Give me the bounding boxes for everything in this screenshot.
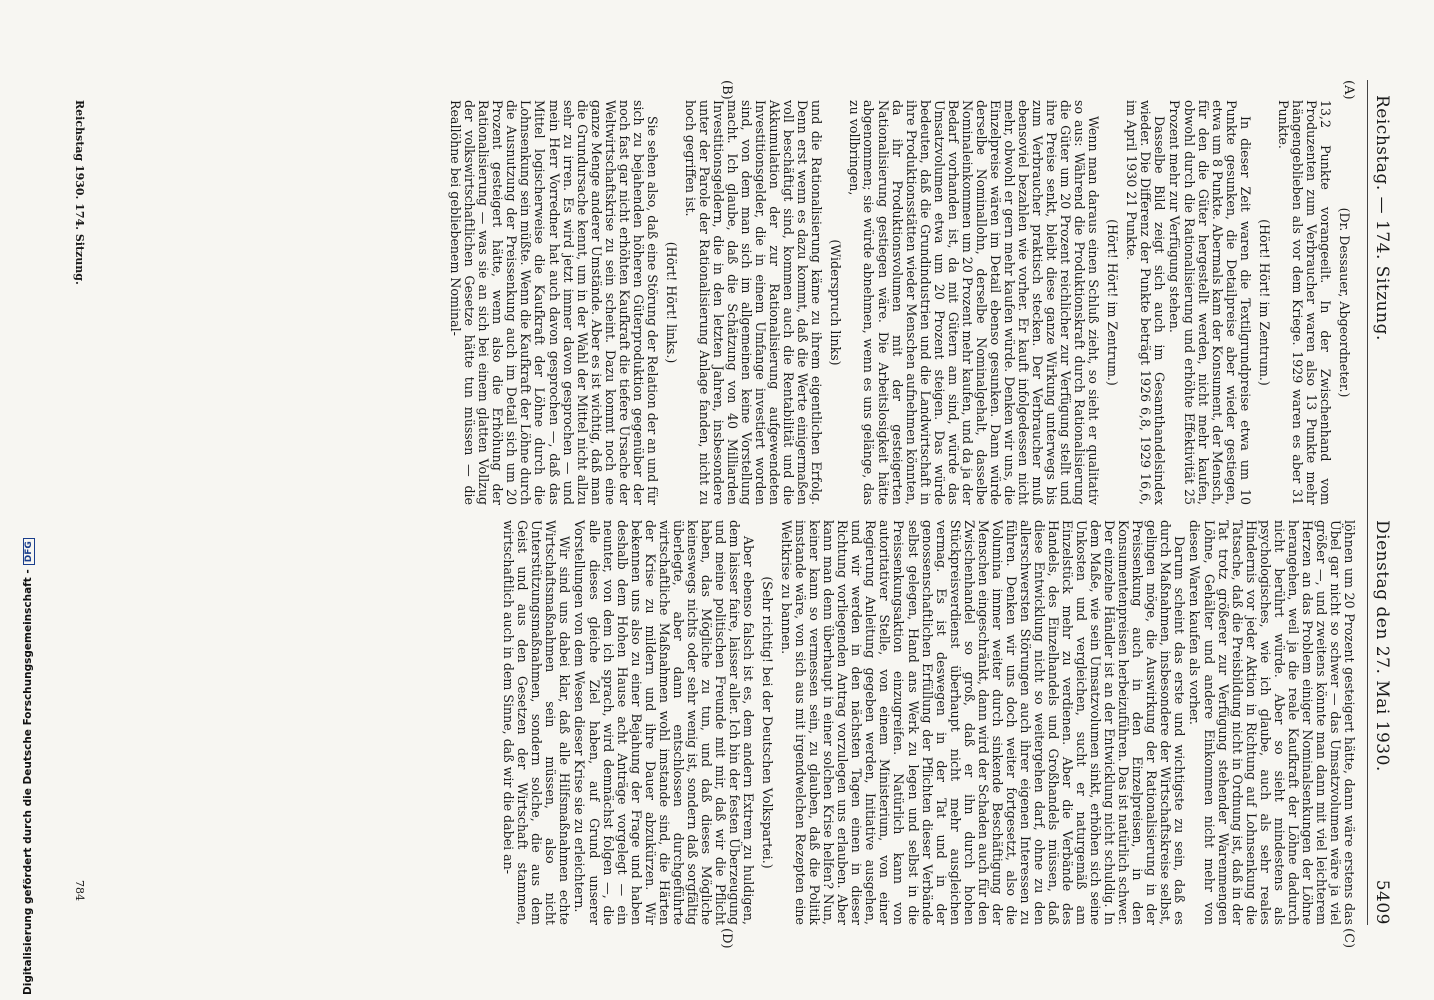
paragraph: Darum scheint das erste und wichtigste zu sein, daß es durch Maßnahmen, insbesondere der Wirtschaftskreise selbst, gelingen möge, die Auswirkung der Rationalisierung in der Preissenkung auch in den Einzelpreisen, in den Konsumentenpreisen herbeizuführen. Das ist natürlich schwer. Der einzelne Händler ist an der Entwicklung nicht schuldig. In dem Maße, wie sein Umsatzvolumen sinkt, erhöhen sich seine Unkosten und vergleichen, sucht er naturgemäß am Einzelstück mehr zu verdienen. Aber die Verbände des Handels, des Einzelhandels und Großhandels müssen, daß diese Entwicklung nicht so weitergehen darf, ohne zu den allerschwersten Störungen auch ihrer eigenen Interessen zu führen. Denken wir uns doch weiter fortgesetzt, also die Volumina immer weiter durch sinkende Beschäftigung der Menschen eingeschränkt, dann wird der Schaden auch für den Zwischenhandel so groß, daß er ihn durch hohen Stückpreisverdienst überhaupt nicht mehr ausgleichen vermag. Es ist deswegen in der Tat und in der genossenschaftlichen Erfüllung der Pflichten dieser Verbände selbst gelegen, Hand ans Werk zu legen und selbst in die Preissenkungsaktion einzugreifen. Natürlich kann von autoritativer Stelle, von einem Ministerium, von einer Regierung Anleitung gegeben werden, Initiative ausgehen, und wir werden in den nächsten Tagen einen in dieser Richtung vorliegenden Antrag vorzulegen uns erlauben. Aber kann man denn überhaupt in einer solchen Krise helfen? Nun, keiner kann so vermessen sein, zu glauben, daß die Politik imstande wäre, von sich aus mit irgendwelchen Rezepten eine Weltkrise zu bannen. (779, 520, 1188, 925)
interjection: (Hört! Hört! links.) (663, 241, 679, 364)
paragraph: Dasselbe Bild zeigt sich auch im Gesamthandelsindex wieder. Die Differenz der Punkte beträgt 1926 6,8, 1929 16,6, im April 1930 21 Punkte. (1124, 100, 1168, 505)
paragraph: 13,2 Punkte vorangeeilt. In der Zwischenhand vom Produzenten zum Verbraucher waren also 13 Punkte mehr hängengeblieben als vor dem Kriege. 1929 waren es aber 31 Punkte. (1275, 100, 1333, 505)
interjection: (Sehr richtig! bei der Deutschen Volkspartei.) (760, 576, 776, 869)
credit-line (22, 538, 35, 995)
footer-session-label: Reichstag 1930. 174. Sitzung. (73, 100, 86, 285)
left-column (447, 100, 1356, 505)
margin-letter-d: (D) (719, 928, 734, 949)
dfg-logo-icon: DFG (23, 538, 35, 565)
margin-letter-c: (C) (1341, 928, 1356, 949)
running-header-left: Reichstag. — 174. Sitzung. (1372, 95, 1392, 341)
interjection: (Hört! Hört! im Zentrum.) (1256, 219, 1272, 386)
interjection: (Widerspruch links) (828, 239, 844, 366)
header-date: Dienstag den 27. Mai 1930. (1372, 520, 1392, 772)
digitization-credit (0, 541, 36, 1000)
paragraph: In dieser Zeit waren die Textilgrundpreise etwa um 10 Punkte gesunken, die Detailpreise aber wieder gestiegen, etwa um 8 Punkte. Abermals kam der Konsument, der Mensch, für den die Güter hergestellt werden, nicht mehr kaufen, obwohl durch die Rationalisierung und erhöhte Effektivität 25 Prozent mehr zur Verfügung stehen. (1167, 100, 1253, 505)
page-number: 5409 (1372, 879, 1392, 925)
paragraph: Wenn man daraus einen Schluß zieht, so sieht er qualitativ so aus: Während die Produktionskraft durch Rationalisierung die Güter um 20 Prozent reichlicher zur Verfügung stellt und ihre Preise senkt, bleibt diese ganze Wirkung unterwegs bis zum Verbraucher praktisch stecken. Der Verbraucher muß ebensoviel bezahlen wie vorher. Er kauft infolgedessen nicht mehr, obwohl er gern mehr kaufen würde. Denken wir uns, die Einzelpreise wären im Detail ebenso gesunken. Dann würde derselbe Nominallohn, derselbe Nominalgehalt, dasselbe Nominaleinkommen um 20 Prozent mehr kaufen, und da ja der Bedarf vorhanden ist, da mit Gütern am sind, würde das Umsatzvolumen etwa um 20 Prozent steigen. Das würde bedeuten, daß die Grundindustrien und die Landwirtschaft in ihre Produktionsstätten wieder Menschen aufnehmen könnten, da ihr Produktionsvolumen mit der gesteigerten Nationalisierung gestiegen wäre. Die Arbeitslosigkeit hätte abgenommen; sie würde abnehmen, wenn es uns gelänge, das zu vollbringen, (847, 100, 1102, 505)
paragraph: löhnen um 20 Prozent gesteigert hätte, dann wäre erstens das Übel gar nicht so schwer — das Umsatzvolumen wäre ja viel größer —, und zweitens könnte man dann mit viel leichterem Herzen an das Problem einiger Nominalsenkungen der Löhne herangehen, weil ja die reale Kaufkraft der Löhne dadurch nicht berührt würde. Aber so sieht mindestens als psychologisches, wie ich glaube, auch als sehr reales Hindernis vor jeder Aktion in Richtung auf Lohnsenkung die Tatsache, daß die Preisbildung nicht in Ordnung ist, daß in der Tat trotz größerer zur Verfügung stehender Warenmengen Löhne, Gehälter und andere Einkommen nicht mehr von diesen Waren kaufen als vorher. (1187, 520, 1357, 925)
header-rule (1367, 80, 1368, 925)
credit-text: Digitalisierung gefördert durch die Deutsche Forschungsgemeinschaft - (22, 569, 34, 995)
margin-letter-a: (A) (1341, 80, 1356, 100)
paragraph: Wir sind uns dabei klar, daß alle Hilfsmaßnahmen echte Wirtschaftsmaßnahmen sein müssen, also nicht Unterstützungsmaßnahmen, sondern solche, die aus dem Geist und aus den Gesetzen der Wirtschaft stammen, wirtschaftlich auch in dem Sinne, daß wir die dabei an- (501, 520, 573, 925)
paragraph: und die Rationalisierung käme zu ihrem eigentlichen Erfolg. Denn erst wenn es dazu kommt, daß die Werte einigermaßen voll beschäftigt sind, kommen auch die Rentabilität und die Akkumulation der zur Rationalisierung aufgewendeten Investitionsgelder, die in einem Umfange investiert worden sind, von dem man sich im allgemeinen keine Vorstellung macht. Ich glaube, daß die Schätzung von 40 Milliarden Investitionsgeldern, die in den letzten Jahren, insbesondere unter der Parole der Rationalisierung Anlage fanden, nicht zu hoch gegriffen ist. (682, 100, 825, 505)
margin-letter-b: (B) (719, 80, 734, 100)
paragraph: Aber ebenso falsch ist es, dem andern Extrem zu huldigen, dem laisser faire, laisser aller. Ich bin der festen Überzeugung und meine politischen Freunde mit mir, daß wir die Pflicht haben, das Mögliche zu tun, und daß dieses Mögliche keineswegs nichts oder sehr wenig ist, sondern daß sorgfältig überlegte, aber dann entschlossen durchgeführte wirtschaftliche Maßnahmen wohl imstande sind, die Härten der Krise zu mildern und ihre Dauer abzukürzen. Wir bekennen uns also zu einer Bejahung der Frage und haben deshalb dem Hohen Hause acht Anträge vorgelegt — ein neunter, von dem ich sprach, wird demnächst folgen —, die alle dieses gleiche Ziel haben, auf Grund unserer Vorstellungen von dem Wesen dieser Krise sie zu erleichtern. (572, 520, 757, 925)
right-column (500, 520, 1356, 925)
footer-folio: 784 (73, 880, 86, 901)
speaker-line: (Dr. Dessauer, Abgeordneter.) (1337, 207, 1352, 398)
paragraph: Sie sehen also, daß eine Störung der Relation der an und für sich zu bejahenden höheren Güterproduktion gegenüber der noch fast gar nicht erhöhten Kaufkraft die tiefere Ursache der Weltwirtschaftskrise zu sein scheint. Dazu kommt noch eine ganze Menge anderer Umstände. Aber es ist wichtig, daß man die Grundursache kennt, um in der Wahl der Mittel nicht allzu sehr zu irren. Es wird jetzt immer davon gesprochen — und mein Herr Vorredner hat auch davon gesprochen —, daß das Mittel logischerweise die Kaufkraft der Löhne durch die Lohnsenkung sein müßte. Wenn die Kaufkraft der Löhne durch die Ausnutzung der Preissenkung auch im Detail sich um 20 Prozent gesteigert hätte, wenn also die Erhöhung der Rationalisierung — was sie an sich bei einem glatten Vollzug der volkswirtschaftlichen Gesetze hätte tun müssen — die Reallöhne bei gebliebenem Nominal- (448, 100, 660, 505)
interjection: (Hört! Hört! im Zentrum.) (1105, 219, 1121, 386)
